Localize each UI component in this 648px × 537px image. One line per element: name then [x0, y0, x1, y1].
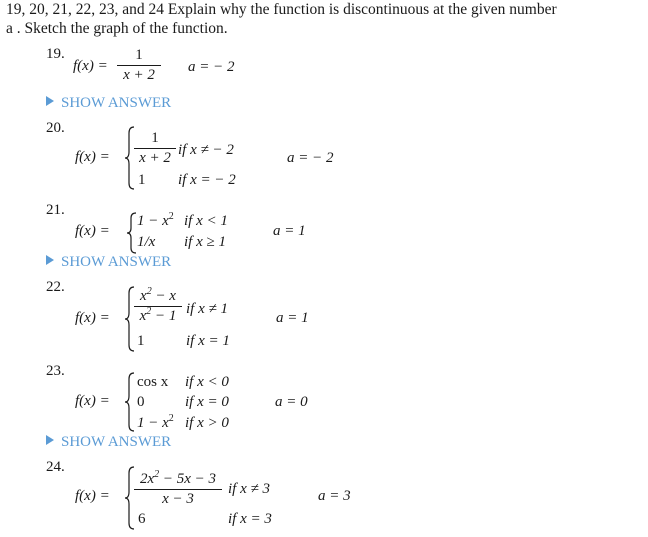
problem-22-lhs: f(x) =: [75, 310, 110, 326]
problem-22-case2-condition: if x = 1: [186, 333, 230, 349]
problem-22-num-base: x: [140, 288, 147, 304]
expand-triangle-icon: [46, 255, 54, 265]
problem-21-case1-exponent: 2: [168, 211, 174, 222]
problem-22-fraction: [134, 288, 182, 325]
problem-22-den-base: x: [139, 308, 147, 324]
show-answer-label: SHOW ANSWER: [61, 434, 172, 450]
problem-19-fraction: [117, 47, 161, 84]
problem-23-a-value: a = 0: [275, 394, 308, 410]
problem-23-case2-expression: 0: [137, 394, 145, 410]
problem-23-case3-exponent: 2: [168, 413, 174, 424]
problem-24-number: 24.: [46, 459, 65, 475]
show-answer-21-link[interactable]: [46, 254, 171, 271]
problem-23-brace: [124, 372, 136, 432]
problem-19-number: 19.: [46, 46, 65, 62]
problem-23-case3-base: 1 − x: [137, 415, 169, 431]
problem-24-case1-denominator: x − 3: [162, 491, 194, 507]
problem-24-case1-condition: if x ≠ 3: [228, 481, 270, 497]
problem-22-a-value: a = 1: [276, 310, 309, 326]
problem-23-case3-expression: [137, 415, 174, 432]
problem-22-case2-expression: 1: [137, 333, 145, 349]
problem-22-case1-numerator: [134, 288, 182, 307]
problem-20-lhs: f(x) =: [75, 149, 110, 165]
problem-24-lhs: f(x) =: [75, 488, 110, 504]
problem-20-case1-denominator: x + 2: [139, 150, 171, 166]
problem-20-fraction: [134, 130, 176, 167]
problem-21-case2-expression: 1/x: [137, 234, 156, 250]
problem-24-a-value: a = 3: [318, 488, 351, 504]
problem-20-case1-numerator: 1: [134, 130, 176, 149]
problem-22-den-exponent: 2: [146, 306, 152, 317]
problem-20-case1-condition: if x ≠ − 2: [178, 142, 234, 158]
problem-21-a-value: a = 1: [273, 223, 306, 239]
problem-22-num-exponent: 2: [146, 286, 152, 297]
problem-24-case2-condition: if x = 3: [228, 511, 272, 527]
show-answer-19-link[interactable]: [46, 95, 171, 112]
problem-19-lhs: f(x) =: [73, 58, 108, 74]
instructions-line-1: 19, 20, 21, 22, 23, and 24 Explain why the function is discontinuous at the given number: [6, 1, 557, 18]
expand-triangle-icon: [46, 96, 54, 106]
problem-21-lhs: f(x) =: [75, 223, 110, 239]
problem-20-case2-condition: if x = − 2: [178, 172, 236, 188]
problem-23-number: 23.: [46, 363, 65, 379]
problem-20-case2-expression: 1: [138, 172, 146, 188]
problem-19-numerator: 1: [117, 47, 161, 66]
problem-19-denominator: x + 2: [123, 67, 155, 83]
problem-23-case1-condition: if x < 0: [185, 374, 229, 390]
problem-23-case3-condition: if x > 0: [185, 415, 229, 431]
show-answer-23-link[interactable]: [46, 434, 171, 451]
problem-23-case2-condition: if x = 0: [185, 394, 229, 410]
problem-23-case1-expression: cos x: [137, 374, 169, 390]
problem-24-num-exponent: 2: [154, 469, 160, 480]
problem-24-case1-numerator: [134, 471, 222, 490]
problem-20-a-value: a = − 2: [287, 150, 334, 166]
show-answer-label: SHOW ANSWER: [61, 254, 172, 270]
problem-24-case2-expression: 6: [138, 511, 146, 527]
problem-21-case1-expression: [137, 213, 174, 230]
show-answer-label: SHOW ANSWER: [61, 95, 172, 111]
instructions-line-2: a . Sketch the graph of the function.: [6, 20, 228, 37]
problem-20-number: 20.: [46, 120, 65, 136]
problem-21-number: 21.: [46, 202, 65, 218]
expand-triangle-icon: [46, 435, 54, 445]
problem-23-lhs: f(x) =: [75, 393, 110, 409]
problem-19-a-value: a = − 2: [188, 59, 235, 75]
problem-22-case1-condition: if x ≠ 1: [186, 301, 228, 317]
problem-22-den-rest: − 1: [151, 308, 177, 324]
problem-24-fraction: [134, 471, 222, 508]
problem-22-num-rest: − x: [151, 288, 176, 304]
instructions: [6, 0, 646, 38]
problem-21-case1-condition: if x < 1: [184, 213, 228, 229]
problem-22-case1-denominator: [134, 307, 182, 325]
problem-24-num-lead: 2x: [139, 471, 155, 487]
problem-21-case1-base: 1 − x: [137, 213, 169, 229]
problem-21-case2-condition: if x ≥ 1: [184, 234, 226, 250]
problem-24-num-rest: − 5x − 3: [159, 471, 217, 487]
problem-22-number: 22.: [46, 279, 65, 295]
